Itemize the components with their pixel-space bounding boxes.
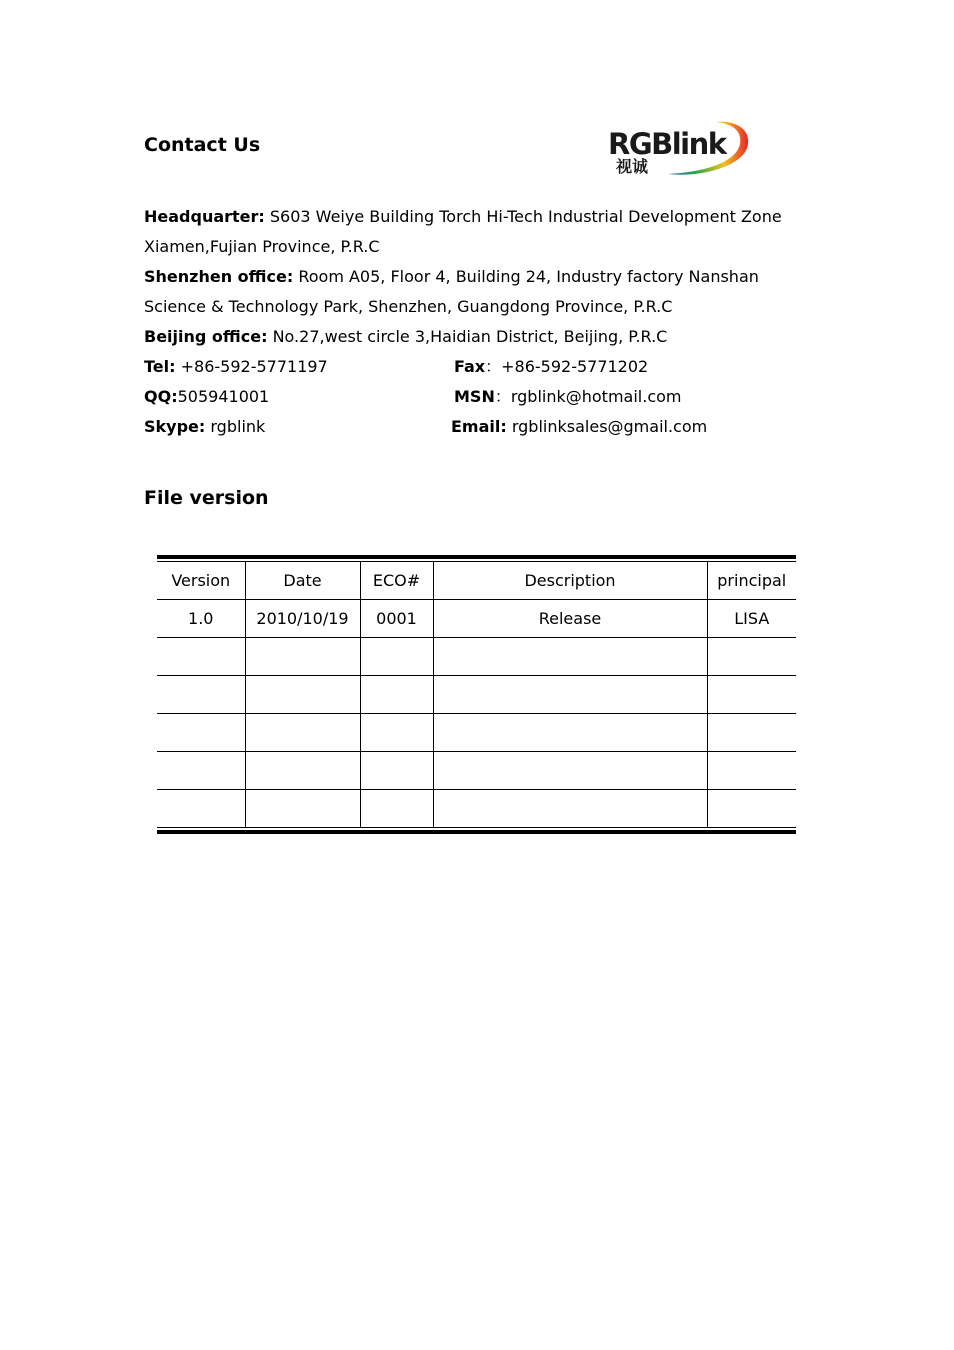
headquarter-address: S603 Weiye Building Torch Hi-Tech Industrial Development Zone <box>264 207 782 226</box>
table-cell <box>707 676 796 714</box>
table-row <box>157 676 796 714</box>
msn-label: MSN <box>454 387 495 406</box>
shenzhen-line-2: Science & Technology Park, Shenzhen, Guangdong Province, P.R.C <box>144 297 673 316</box>
qq-value: 505941001 <box>177 387 270 406</box>
table-cell <box>360 714 433 752</box>
fax-value: ：+86-592-5771202 <box>485 357 649 376</box>
table-cell <box>707 752 796 790</box>
skype <box>144 412 265 442</box>
table-cell <box>360 790 433 828</box>
email <box>451 412 707 442</box>
table-row <box>157 790 796 828</box>
headquarter-label: Headquarter: <box>144 207 265 226</box>
tel <box>144 352 328 382</box>
table-bottom-rule <box>157 827 796 834</box>
shenzhen-line <box>144 262 824 292</box>
msn-value[interactable]: ：rgblink@hotmail.com <box>494 387 682 406</box>
table-cell <box>157 752 245 790</box>
email-value[interactable]: rgblinksales@gmail.com <box>506 417 708 436</box>
table-cell <box>245 714 360 752</box>
table-cell <box>157 638 245 676</box>
table-cell <box>707 790 796 828</box>
beijing-address: No.27,west circle 3,Haidian District, Beijing, P.R.C <box>267 327 668 346</box>
table-cell: 0001 <box>360 600 433 638</box>
rgblink-logo <box>606 116 756 180</box>
table-cell <box>433 676 707 714</box>
table-header-cell: ECO# <box>360 562 433 600</box>
contact-title: Contact Us <box>144 134 261 156</box>
logo-chinese-text: 视诚 <box>616 157 649 176</box>
table-header-cell: principal <box>707 562 796 600</box>
table-top-rule <box>157 555 796 562</box>
tel-label: Tel: <box>144 357 176 376</box>
table-cell <box>360 676 433 714</box>
logo-text: RGBlink <box>608 127 726 161</box>
fax-label: Fax <box>454 357 486 376</box>
tel-fax-row <box>144 352 824 382</box>
table-cell: 2010/10/19 <box>245 600 360 638</box>
shenzhen-address: Room A05, Floor 4, Building 24, Industry factory Nanshan <box>293 267 759 286</box>
table-cell <box>245 790 360 828</box>
headquarter-line-2: Xiamen,Fujian Province, P.R.C <box>144 237 380 256</box>
tel-value: +86-592-5771197 <box>175 357 328 376</box>
headquarter-line <box>144 202 824 232</box>
beijing-line <box>144 322 824 352</box>
table-cell: LISA <box>707 600 796 638</box>
table-cell <box>360 638 433 676</box>
qq-msn-row <box>144 382 824 412</box>
table-cell <box>157 790 245 828</box>
contact-details <box>144 202 824 442</box>
skype-value: rgblink <box>205 417 266 436</box>
table-cell <box>433 638 707 676</box>
file-version-table <box>157 555 796 834</box>
beijing-label: Beijing office: <box>144 327 268 346</box>
table-cell <box>245 638 360 676</box>
table-header-cell: Version <box>157 562 245 600</box>
table-cell: Release <box>433 600 707 638</box>
table-header-cell: Description <box>433 562 707 600</box>
table-row <box>157 638 796 676</box>
msn <box>454 382 682 412</box>
shenzhen-label: Shenzhen office: <box>144 267 294 286</box>
table-cell <box>707 638 796 676</box>
fax <box>454 352 648 382</box>
table-cell <box>433 714 707 752</box>
skype-email-row <box>144 412 824 442</box>
table-cell <box>245 676 360 714</box>
table-row <box>157 600 796 638</box>
table-cell <box>433 790 707 828</box>
table-row <box>157 714 796 752</box>
table-cell <box>245 752 360 790</box>
table-cell <box>433 752 707 790</box>
file-version-title: File version <box>144 487 269 509</box>
table-header-cell: Date <box>245 562 360 600</box>
qq-label: QQ: <box>144 387 178 406</box>
table-cell <box>360 752 433 790</box>
table-cell <box>157 676 245 714</box>
table-cell: 1.0 <box>157 600 245 638</box>
table-cell <box>157 714 245 752</box>
table-cell <box>707 714 796 752</box>
table-row <box>157 752 796 790</box>
skype-label: Skype: <box>144 417 206 436</box>
qq <box>144 382 269 412</box>
table-header-row <box>157 562 796 600</box>
email-label: Email: <box>451 417 507 436</box>
